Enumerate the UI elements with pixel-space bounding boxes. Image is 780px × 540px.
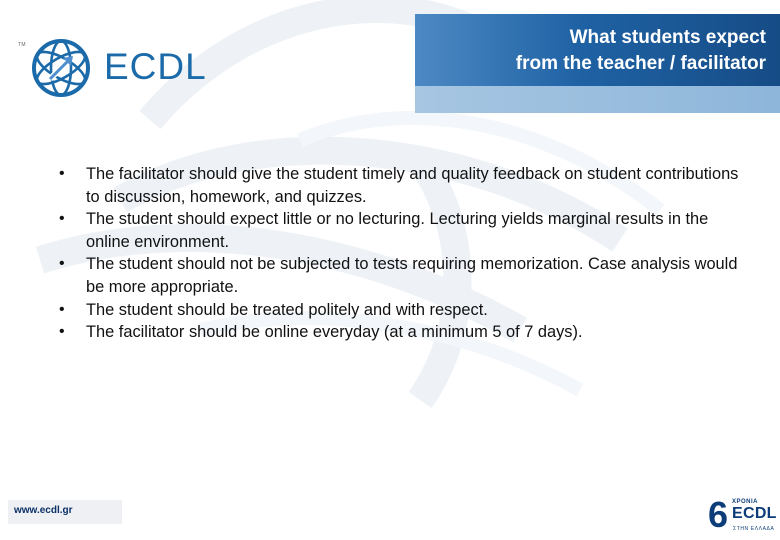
slide-title-line-1: What students expect [569,27,766,48]
footer-url-box [8,500,122,524]
footer-url[interactable]: www.ecdl.gr [14,505,73,516]
anniversary-subtitle: ΣΤΗΝ ΕΛΛΑΔΑ [733,526,775,532]
anniversary-brand: ECDL [732,505,777,522]
ecdl-logo-text: ECDL [104,46,207,87]
bullet-item: • The facilitator should be online everyday (at a minimum 5 of 7 days). [56,321,756,344]
title-banner [415,14,780,86]
anniversary-years-label: ΧΡΟΝΙΑ [732,499,759,505]
bullet-item: • The student should not be subjected to tests requiring memorization. Case analysis would be more appropriate. [56,253,756,298]
anniversary-number: 6 [708,494,729,535]
globe-arrow-icon [30,37,92,99]
anniversary-logo [706,494,777,537]
slide-title [516,25,766,77]
title-accent-strip [415,86,780,113]
bullet-item: • The student should expect little or no lecturing. Lecturing yields marginal results in the online environment. [56,208,756,253]
slide-title-line-2: from the teacher / facilitator [515,53,766,74]
slide-header [0,0,780,125]
bullet-item: • The student should be treated politely and with respect. [56,299,756,322]
bullet-item: • The facilitator should give the student timely and quality feedback on student contributions to discussion, homework, and quizzes. [56,163,756,208]
bullet-list [56,163,756,344]
trademark-label: TM [18,42,26,48]
